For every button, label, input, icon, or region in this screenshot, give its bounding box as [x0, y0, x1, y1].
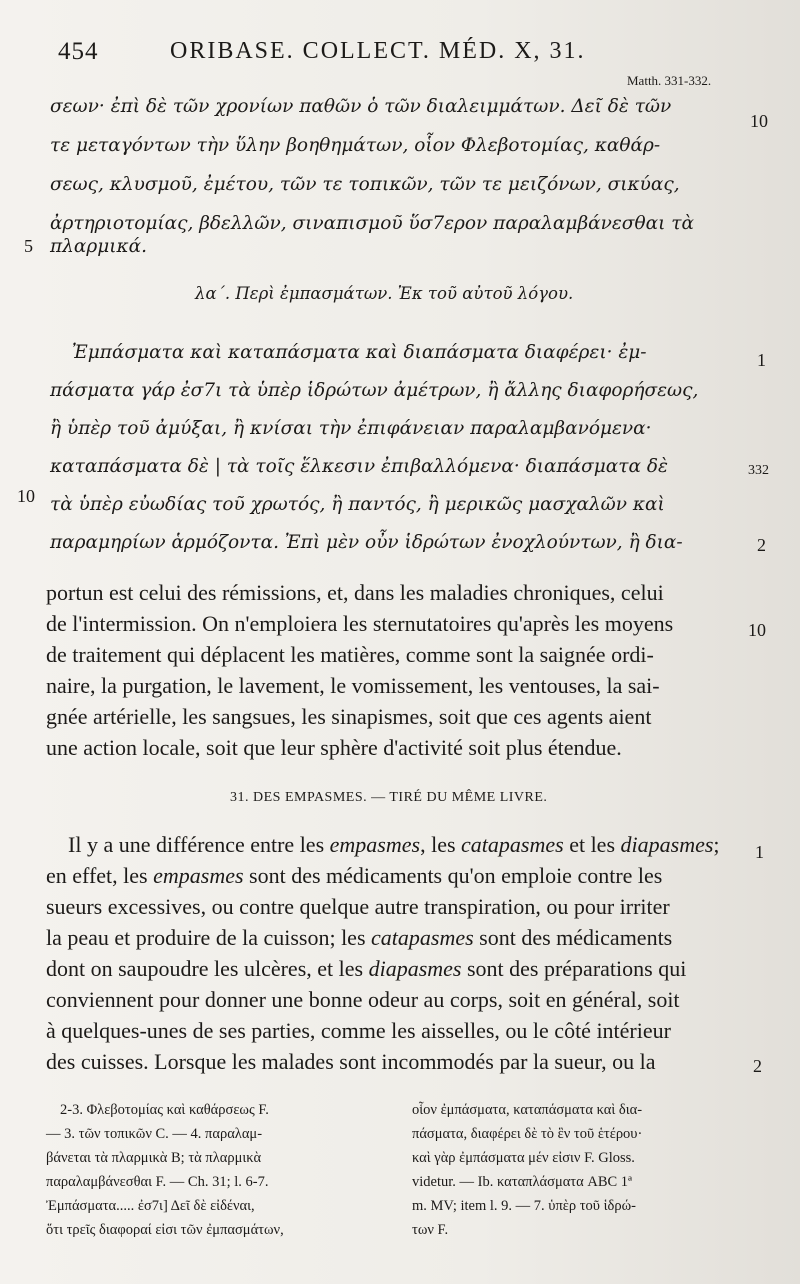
- french-section-title: 31. DES EMPASMES. — TIRÉ DU MÊME LIVRE.: [230, 790, 548, 805]
- term-diapasmes: diapasmes: [620, 832, 714, 857]
- running-title: ORIBASE. COLLECT. MÉD. X, 31.: [170, 38, 586, 64]
- french-line: de l'intermission. On n'emploiera les sternutatoires qu'après les moyens: [46, 611, 674, 636]
- french-line: naire, la purgation, le lavement, le vomissement, les ventouses, la sai-: [46, 673, 660, 698]
- french-line: conviennent pour donner une bonne odeur au corps, soit en général, soit: [46, 987, 680, 1012]
- page-number: 454: [58, 38, 99, 65]
- french-line: portun est celui des rémissions, et, dans les maladies chroniques, celui: [46, 580, 664, 605]
- footnote-line: Ἐμπάσματα..... ἐσ7ι] Δεῖ δὲ εἰδέναι,: [46, 1198, 255, 1214]
- margin-line-number: 2: [753, 1056, 762, 1076]
- text-run: sont des médicaments qu'on emploie contre les: [243, 863, 663, 888]
- term-diapasmes: diapasmes: [368, 956, 462, 981]
- margin-page-number: 332: [748, 463, 769, 478]
- margin-line-number: 1: [757, 350, 766, 370]
- footnote-line: των F.: [412, 1222, 449, 1238]
- french-line: [46, 863, 662, 889]
- greek-line: παραμηρίων ἁρμόζοντα. Ἐπὶ μὲν οὖν ἱδρώτων ἐνοχλούντων, ἢ δια-: [50, 532, 683, 553]
- greek-line: τε μεταγόντων τὴν ὕλην βοηθημάτων, οἷον Φλεβοτομίας, καθάρ-: [50, 135, 661, 156]
- greek-line: ἀρτηριοτομίας, βδελλῶν, σιναπισμοῦ ὕσ7ερον παραλαμβάνεσθαι τὰ: [50, 213, 694, 234]
- text-run: Il y a une différence entre les: [68, 832, 330, 857]
- text-run: ;: [713, 832, 720, 857]
- margin-line-number: 5: [24, 236, 33, 256]
- greek-line: σεων· ἐπὶ δὲ τῶν χρονίων παθῶν ὁ τῶν διαλειμμάτων. Δεῖ δὲ τῶν: [50, 96, 672, 117]
- french-line: sueurs excessives, ou contre quelque autre transpiration, ou pour irriter: [46, 894, 670, 919]
- greek-line: Ἐμπάσματα καὶ καταπάσματα καὶ διαπάσματα διαφέρει· ἐμ-: [72, 342, 647, 363]
- term-catapasmes: catapasmes: [461, 832, 564, 857]
- greek-line: σεως, κλυσμοῦ, ἐμέτου, τῶν τε τοπικῶν, τῶν τε μειζόνων, σικύας,: [50, 174, 680, 195]
- margin-line-number: 10: [17, 486, 35, 506]
- french-line: gnée artérielle, les sangsues, les sinapismes, soit que ces agents aient: [46, 704, 652, 729]
- footnote-line: παραλαμβάνεσθαι F. — Ch. 31; l. 6-7.: [46, 1174, 269, 1190]
- footnote-line: m. MV; item l. 9. — 7. ὑπὲρ τοῦ ἱδρώ-: [412, 1198, 636, 1214]
- text-run: dont on saupoudre les ulcères, et les: [46, 956, 369, 981]
- greek-line: τὰ ὑπὲρ εὐωδίας τοῦ χρωτός, ἢ παντός, ἢ μερικῶς μασχαλῶν καὶ: [50, 494, 665, 515]
- footnote-line: οἷον ἐμπάσματα, καταπάσματα καὶ δια-: [412, 1102, 643, 1118]
- text-run: la peau et produire de la cuisson; les: [46, 925, 372, 950]
- footnote-line: πάσματα, διαφέρει δὲ τὸ ἓν τοῦ ἑτέρου·: [412, 1126, 643, 1142]
- footnote-line: βάνεται τὰ πλαρμικὰ B; τὰ πλαρμικὰ: [46, 1150, 262, 1166]
- text-run: , les: [420, 832, 462, 857]
- french-line: [68, 832, 720, 858]
- greek-line: ἢ ὑπὲρ τοῦ ἀμύξαι, ἢ κνίσαι τὴν ἐπιφάνειαν παραλαμβανόμενα·: [50, 418, 652, 439]
- term-catapasmes: catapasmes: [371, 925, 474, 950]
- text-run: sont des médicaments: [473, 925, 673, 950]
- margin-line-number: 10: [750, 111, 768, 131]
- french-line: de traitement qui déplacent les matières, comme sont la saignée ordi-: [46, 642, 654, 667]
- text-run: et les: [563, 832, 621, 857]
- french-line: à quelques-unes de ses parties, comme les aisselles, ou le côté intérieur: [46, 1018, 671, 1043]
- greek-line: καταπάσματα δὲ | τὰ τοῖς ἕλκεσιν ἐπιβαλλόμενα· διαπάσματα δὲ: [50, 456, 668, 477]
- footnote-line: videtur. — Ib. καταπλάσματα ABC 1ª: [412, 1174, 633, 1190]
- french-line: [46, 925, 672, 951]
- text-run: sont des préparations qui: [461, 956, 687, 981]
- margin-line-number: 10: [748, 620, 766, 640]
- margin-line-number: 1: [755, 842, 764, 862]
- french-line: une action locale, soit que leur sphère d'activité soit plus étendue.: [46, 735, 622, 760]
- greek-line: πάσματα γάρ ἐσ7ι τὰ ὑπὲρ ἱδρώτων ἀμέτρων, ἢ ἄλλης διαφορήσεως,: [50, 380, 699, 401]
- french-line: des cuisses. Lorsque les malades sont incommodés par la sueur, ou la: [46, 1049, 656, 1074]
- footnote-line: 2-3. Φλεβοτομίας καὶ καθάρσεως F.: [60, 1102, 269, 1118]
- margin-line-number: 2: [757, 535, 766, 555]
- text-run: en effet, les: [46, 863, 154, 888]
- greek-line: πλαρμικά.: [50, 236, 148, 257]
- matthaei-reference: Matth. 331-332.: [627, 73, 712, 88]
- greek-section-title: λα΄. Περὶ ἐμπασμάτων. Ἐκ τοῦ αὐτοῦ λόγου.: [195, 284, 574, 303]
- french-line: [46, 956, 686, 982]
- term-empasmes: empasmes: [329, 832, 421, 857]
- footnote-line: ὅτι τρεῖς διαφοραί εἰσι τῶν ἐμπασμάτων,: [46, 1222, 284, 1238]
- footnote-line: καὶ γὰρ ἐμπάσματα μέν εἰσιν F. Gloss.: [412, 1150, 635, 1166]
- footnote-line: — 3. τῶν τοπικῶν C. — 4. παραλαμ-: [46, 1126, 263, 1142]
- term-empasmes: empasmes: [153, 863, 244, 888]
